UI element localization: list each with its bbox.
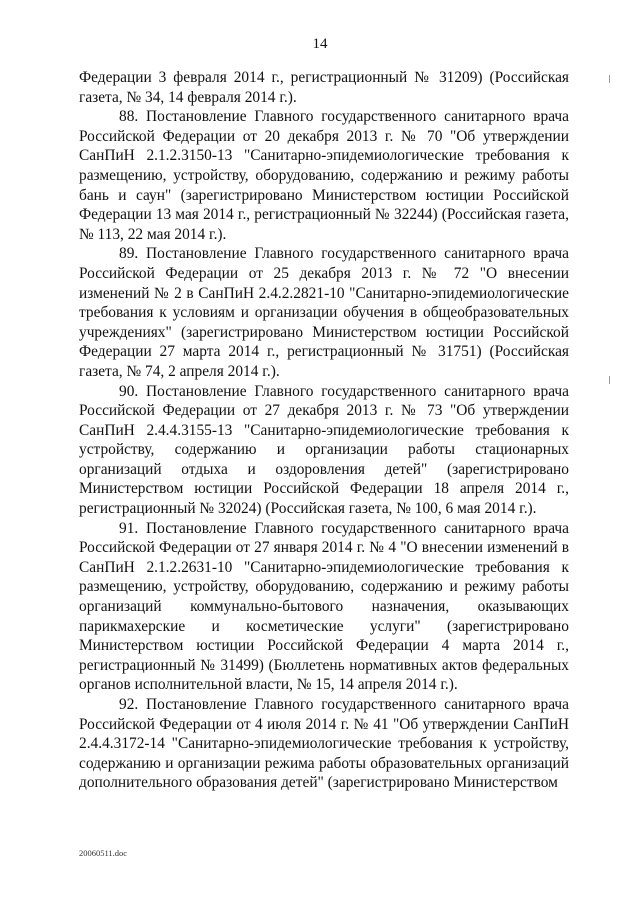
margin-mark (609, 75, 610, 83)
margin-mark (609, 376, 610, 384)
document-body (79, 68, 569, 793)
paragraph-continuation: Федерации 3 февраля 2014 г., регистрационный № 31209) (Российская газета, № 34, 14 февраля 2014 г.). (79, 69, 569, 106)
page-number: 14 (312, 36, 328, 52)
paragraph-item-89: 89. Постановление Главного государственного санитарного врача Российской Федерации от 25 декабря 2013 г. № 72 "О внесении изменений № 2 в СанПиН 2.4.2.2821-10 "Санитарно-эпидемиологические требования к условиям и организации обучения в общеобразовательных учреждениях" (зарегистрировано Министерством юстиции Российской Федерации 27 марта 2014 г., регистрационный № 31751) (Российская газета, № 74, 2 апреля 2014 г.). (79, 245, 569, 380)
paragraph-item-91: 91. Постановление Главного государственного санитарного врача Российской Федерации от 27 января 2014 г. № 4 "О внесении изменений в СанПиН 2.1.2.2631-10 "Санитарно-эпидемиологические требования к размещению, устройству, оборудованию, содержанию и режиму работы организаций коммунально-бытового назначения, оказывающих парикмахерские и косметические услуги" (зарегистрировано Министерством юстиции Российской Федерации 4 марта 2014 г., регистрационный № 31499) (Бюллетень нормативных актов федеральных органов исполнительной власти, № 15, 14 апреля 2014 г.). (79, 519, 569, 694)
paragraph-item-92: 92. Постановление Главного государственного санитарного врача Российской Федерации от 4 июля 2014 г. № 41 "Об утверждении СанПиН 2.4.4.3172-14 "Санитарно-эпидемиологические требования к устройству, содержанию и организации режима работы образовательных организаций дополнительного образования детей" (зарегистрировано Министерством (79, 696, 569, 792)
footer-filename: 20060511.doc (79, 848, 128, 858)
paragraph-item-90: 90. Постановление Главного государственного санитарного врача Российской Федерации от 27 декабря 2013 г. № 73 "Об утверждении СанПиН 2.4.4.3155-13 "Санитарно-эпидемиологические требования к устройству, содержанию и организации работы стационарных организаций отдыха и оздоровления детей" (зарегистрировано Министерством юстиции Российской Федерации 18 апреля 2014 г., регистрационный № 32024) (Российская газета, № 100, 6 мая 2014 г.). (79, 382, 569, 518)
paragraph-item-88: 88. Постановление Главного государственного санитарного врача Российской Федерации от 20 декабря 2013 г. № 70 "Об утверждении СанПиН 2.1.2.3150-13 "Санитарно-эпидемиологические требования к размещению, устройству, оборудованию, содержанию и режиму работы бань и саун" (зарегистрировано Министерством юстиции Российской Федерации 13 мая 2014 г., регистрационный № 32244) (Российская газета, № 113, 22 мая 2014 г.). (79, 108, 569, 243)
